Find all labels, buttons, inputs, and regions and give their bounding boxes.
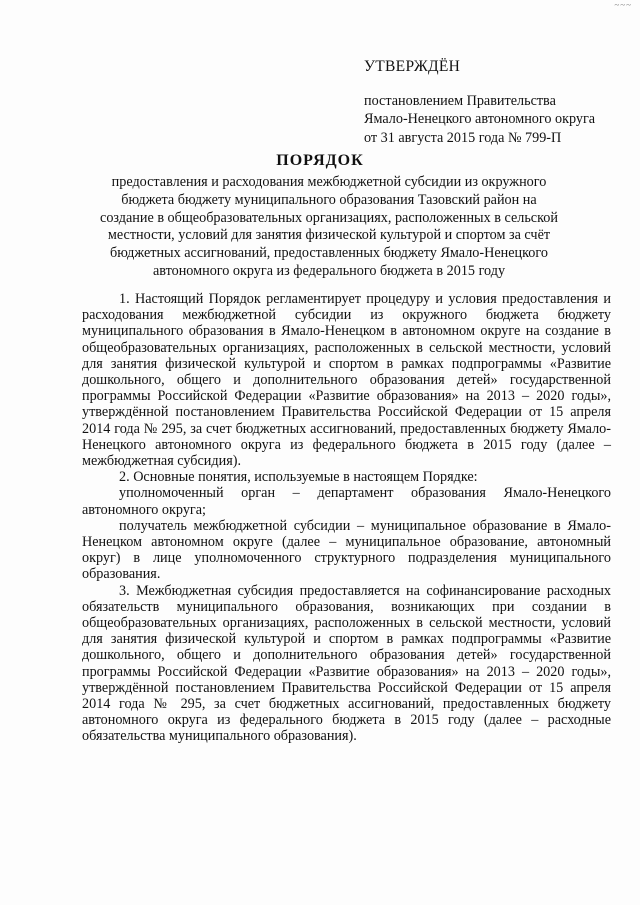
document-subtitle: предоставления и расходования межбюджетной субсидии из окружного бюджета бюджету муниципального образования Тазовский район на создание в общеобразовательных организациях, расположенных в сельской местности, условий для занятия физической культурой и спортом за счёт бюджетных ассигнований, предоставленных бюджету Ямало-Ненецкого автономного округа из федерального бюджета в 2015 году (100, 174, 558, 279)
approval-heading: УТВЕРЖДЁН (364, 58, 461, 75)
document-body (82, 291, 611, 745)
paragraph-2: 2. Основные понятия, используемые в настоящем Порядке: (119, 469, 478, 486)
definition-recipient: получатель межбюджетной субсидии – муниципальное образование в Ямало-Ненецком автономном округе (далее – муниципальное образование, автономный округ) в лице уполномоченного структурного подразделения муниципального образования. (82, 517, 611, 583)
paragraph-1: 1. Настоящий Порядок регламентирует процедуру и условия предоставления и расходования межбюджетной субсидии из окружного бюджета бюджету муниципального образования в Ямало-Ненецком в автономном округе на создание в общеобразовательных организациях, расположенных в сельской местности, условий для занятия физической культурой и спортом в рамках подпрограммы «Развитие дошкольного, общего и дополнительного образования детей» государственной программы Российской Федерации «Развитие образования» на 2013 – 2020 годы», утверждённой постановлением Правительства Российской Федерации от 15 апреля 2014 года № 295, за счет бюджетных ассигнований, предоставленных бюджету Ямало-Ненецкого автономного округа из федерального бюджета в 2015 году (далее – межбюджетная субсидия). (82, 291, 611, 470)
approval-block (364, 58, 634, 147)
document-title: ПОРЯДОК (276, 152, 364, 169)
approval-date-line: от 31 августа 2015 года № 799-П (364, 129, 562, 146)
corner-mark: ~~~ (614, 0, 632, 10)
approval-line: постановлением Правительства (364, 92, 556, 109)
paragraph-3: 3. Межбюджетная субсидия предоставляется на софинансирование расходных обязательств муниципального образования, возникающих при создании в общеобразовательных организациях, расположенных в сельской местности, условий для занятия физической культурой и спортом в рамках подпрограммы «Развитие дошкольного, общего и дополнительного образования детей» государственной программы Российской Федерации «Развитие образования» на 2013 – 2020 годы», утверждённой постановлением Правительства Российской Федерации от 15 апреля 2014 года № 295, за счет бюджетных ассигнований, предоставленных бюджету автономного округа из федерального бюджета в 2015 году (далее – расходные обязательства муниципального образования). (82, 582, 611, 745)
approval-line: Ямало-Ненецкого автономного округа (364, 111, 596, 127)
definition-authorized-body: уполномоченный орган – департамент образования Ямало-Ненецкого автономного округа; (82, 485, 611, 518)
